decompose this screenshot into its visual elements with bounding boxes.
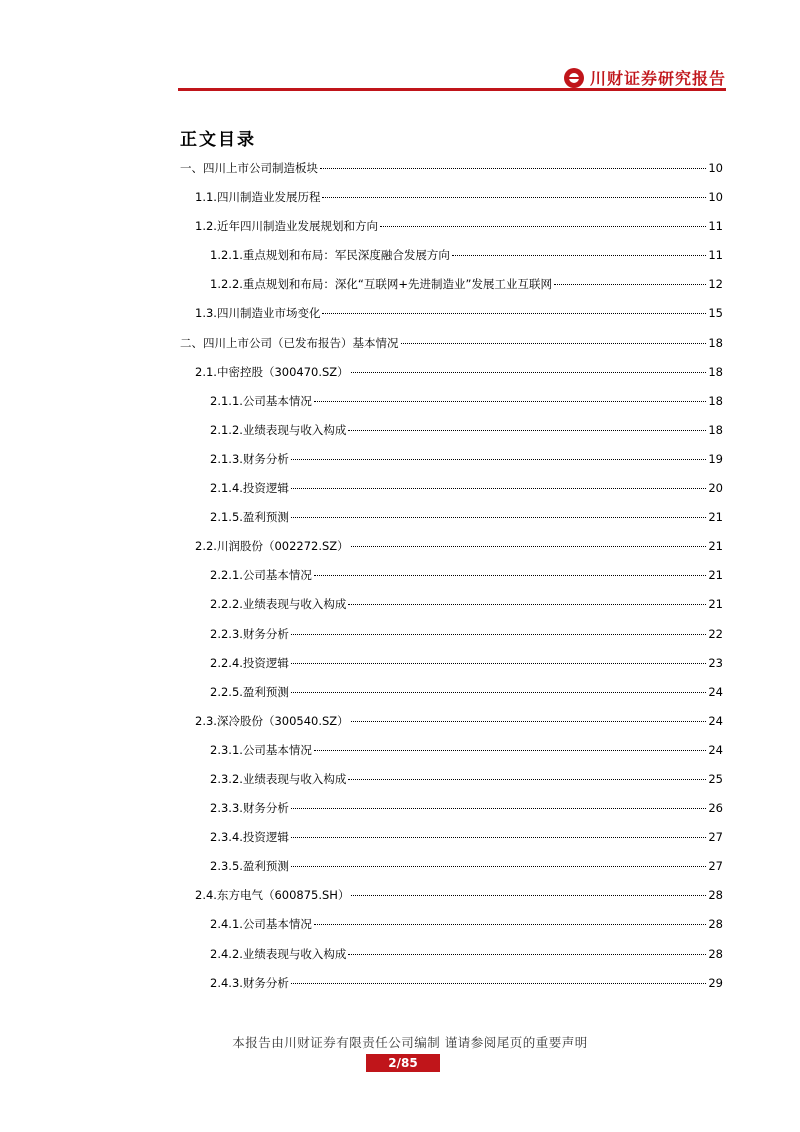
toc-entry-title: 2.2.2.业绩表现与收入构成 — [210, 597, 347, 612]
toc-entry-page: 29 — [708, 975, 723, 990]
toc-entry-title: 2.1.5.盈利预测 — [210, 510, 289, 525]
toc-entry-page: 15 — [708, 306, 723, 321]
toc-entry[interactable] — [180, 682, 723, 711]
toc-entry[interactable] — [180, 798, 723, 827]
toc-entry-title: 2.2.5.盈利预测 — [210, 684, 289, 699]
brand-logo-icon — [564, 68, 584, 88]
toc-dot-leader — [380, 226, 706, 227]
toc-entry[interactable] — [180, 449, 723, 478]
toc-entry-title: 1.2.1.重点规划和布局：军民深度融合发展方向 — [210, 248, 450, 263]
toc-entry-page: 25 — [708, 771, 723, 786]
toc-dot-leader — [351, 372, 707, 373]
toc-dot-leader — [314, 750, 706, 751]
toc-entry[interactable] — [180, 391, 723, 420]
toc-dot-leader — [291, 983, 706, 984]
toc-entry[interactable] — [180, 624, 723, 653]
toc-dot-leader — [291, 459, 706, 460]
toc-entry-page: 28 — [708, 946, 723, 961]
brand-name: 川财证券研究报告 — [589, 69, 726, 88]
toc-dot-leader — [314, 575, 706, 576]
toc-entry-title: 2.1.1.公司基本情况 — [210, 393, 312, 408]
toc-entry-title: 2.3.1.公司基本情况 — [210, 742, 312, 757]
toc-entry[interactable] — [180, 216, 723, 245]
toc-entry-title: 1.2.2.重点规划和布局：深化“互联网+先进制造业”发展工业互联网 — [210, 277, 552, 292]
toc-entry[interactable] — [180, 245, 723, 274]
toc-entry[interactable] — [180, 536, 723, 565]
toc-dot-leader — [291, 866, 706, 867]
toc-entry[interactable] — [180, 158, 723, 187]
toc-entry-page: 21 — [708, 539, 723, 554]
toc-entry-page: 23 — [708, 655, 723, 670]
footer-disclaimer: 本报告由川财证券有限责任公司编制 谨请参阅尾页的重要声明 — [232, 1035, 588, 1050]
toc-entry-title: 1.1.四川制造业发展历程 — [195, 190, 321, 205]
toc-entry-title: 2.1.3.财务分析 — [210, 451, 289, 466]
toc-entry-title: 2.2.4.投资逻辑 — [210, 655, 289, 670]
toc-entry[interactable] — [180, 769, 723, 798]
toc-entry[interactable] — [180, 827, 723, 856]
toc-entry-page: 27 — [708, 830, 723, 845]
toc-entry[interactable] — [180, 973, 723, 1002]
toc-entry-page: 27 — [708, 859, 723, 874]
toc-entry-page: 28 — [708, 888, 723, 903]
toc-dot-leader — [291, 808, 706, 809]
toc-dot-leader — [314, 401, 706, 402]
toc-entry[interactable] — [180, 740, 723, 769]
toc-entry-page: 20 — [708, 481, 723, 496]
toc-entry-page: 24 — [708, 713, 723, 728]
toc-entry[interactable] — [180, 856, 723, 885]
toc-entry-title: 2.3.深冷股份（300540.SZ） — [195, 713, 349, 728]
toc-entry-title: 1.3.四川制造业市场变化 — [195, 306, 321, 321]
toc-dot-leader — [322, 313, 706, 314]
toc-entry-title: 2.1.2.业绩表现与收入构成 — [210, 422, 347, 437]
toc-entry-title: 2.2.3.财务分析 — [210, 626, 289, 641]
toc-dot-leader — [291, 837, 706, 838]
toc-dot-leader — [351, 721, 707, 722]
toc-entry-title: 1.2.近年四川制造业发展规划和方向 — [195, 219, 378, 234]
toc-dot-leader — [291, 517, 706, 518]
toc-entry-page: 24 — [708, 684, 723, 699]
toc-entry-title: 2.4.1.公司基本情况 — [210, 917, 312, 932]
toc-entry-title: 2.3.2.业绩表现与收入构成 — [210, 771, 347, 786]
toc-entry-title: 2.4.2.业绩表现与收入构成 — [210, 946, 347, 961]
page-number-badge: 2/85 — [366, 1054, 440, 1072]
toc-entry-page: 18 — [708, 422, 723, 437]
toc-entry[interactable] — [180, 303, 723, 332]
toc-entry-page: 11 — [708, 248, 723, 263]
toc-entry[interactable] — [180, 420, 723, 449]
toc-dot-leader — [291, 692, 706, 693]
toc-dot-leader — [348, 954, 706, 955]
toc-entry[interactable] — [180, 653, 723, 682]
header-brand — [564, 66, 726, 89]
toc-dot-leader — [348, 604, 706, 605]
toc-entry-page: 19 — [708, 451, 723, 466]
toc-entry[interactable] — [180, 478, 723, 507]
toc-entry-page: 21 — [708, 510, 723, 525]
toc-entry-title: 二、四川上市公司（已发布报告）基本情况 — [180, 335, 399, 350]
toc-entry-page: 26 — [708, 801, 723, 816]
toc-dot-leader — [314, 924, 706, 925]
toc-entry-title: 2.2.1.公司基本情况 — [210, 568, 312, 583]
toc-entry-page: 18 — [708, 393, 723, 408]
toc-entry[interactable] — [180, 187, 723, 216]
toc-dot-leader — [452, 255, 706, 256]
toc-dot-leader — [351, 895, 706, 896]
toc-entry-title: 2.2.川润股份（002272.SZ） — [195, 539, 349, 554]
toc-entry-page: 28 — [708, 917, 723, 932]
toc-dot-leader — [291, 634, 706, 635]
toc-entry-page: 12 — [708, 277, 723, 292]
toc-entry-title: 2.4.东方电气（600875.SH） — [195, 888, 350, 903]
toc-dot-leader — [320, 168, 706, 169]
toc-entry-page: 10 — [708, 190, 723, 205]
toc-entry[interactable] — [180, 274, 723, 303]
toc-entry-page: 21 — [708, 597, 723, 612]
toc-entry-page: 10 — [708, 161, 723, 175]
toc-dot-leader — [401, 343, 707, 344]
toc-entry-title: 2.3.3.财务分析 — [210, 801, 289, 816]
toc-entry-page: 24 — [708, 742, 723, 757]
toc-entry-title: 一、四川上市公司制造板块 — [180, 161, 318, 175]
toc-dot-leader — [291, 663, 706, 664]
toc-entry[interactable] — [180, 914, 723, 943]
toc-dot-leader — [348, 430, 706, 431]
toc-entry-title: 2.3.5.盈利预测 — [210, 859, 289, 874]
toc-entry-page: 22 — [708, 626, 723, 641]
toc-dot-leader — [291, 488, 706, 489]
table-of-contents — [180, 158, 723, 1002]
toc-entry-title: 2.1.4.投资逻辑 — [210, 481, 289, 496]
toc-entry-page: 18 — [708, 364, 723, 379]
toc-entry[interactable] — [180, 362, 723, 391]
toc-entry-title: 2.3.4.投资逻辑 — [210, 830, 289, 845]
toc-entry[interactable] — [180, 594, 723, 623]
toc-title: 正文目录 — [180, 130, 256, 150]
toc-dot-leader — [554, 284, 706, 285]
toc-entry[interactable] — [180, 507, 723, 536]
toc-entry-title: 2.4.3.财务分析 — [210, 975, 289, 990]
toc-dot-leader — [351, 546, 707, 547]
toc-entry[interactable] — [180, 944, 723, 973]
header-divider — [178, 88, 726, 91]
toc-dot-leader — [322, 197, 706, 198]
toc-dot-leader — [348, 779, 706, 780]
toc-entry[interactable] — [180, 565, 723, 594]
toc-entry[interactable] — [180, 885, 723, 914]
toc-entry-page: 18 — [708, 335, 723, 350]
toc-entry-page: 21 — [708, 568, 723, 583]
toc-entry-title: 2.1.中密控股（300470.SZ） — [195, 364, 349, 379]
toc-entry[interactable] — [180, 711, 723, 740]
toc-entry-page: 11 — [708, 219, 723, 234]
toc-entry[interactable] — [180, 333, 723, 362]
